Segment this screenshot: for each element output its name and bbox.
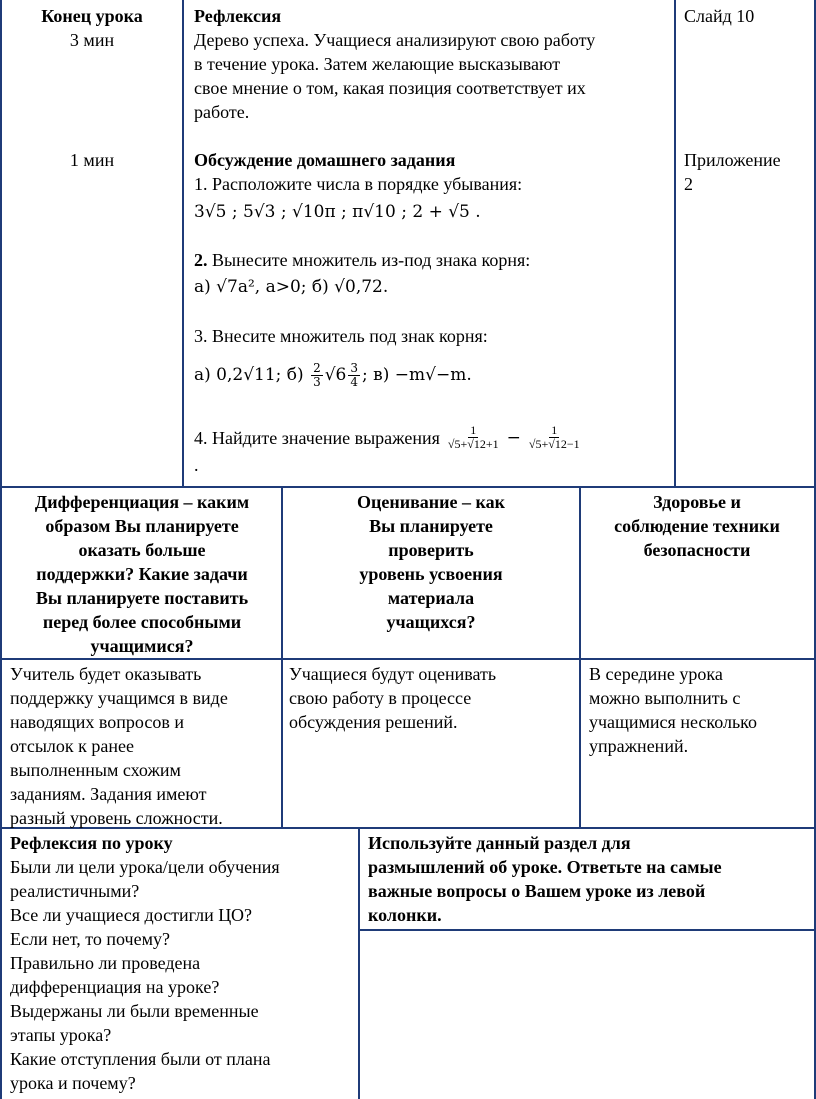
lesson-end-cell bbox=[4, 4, 180, 52]
instruction-line: колонки. bbox=[368, 905, 442, 925]
header-line: оказать больше bbox=[78, 540, 206, 560]
header-line: Здоровье и bbox=[653, 492, 741, 512]
time-1-min-cell bbox=[4, 148, 180, 172]
lesson-reflection-title: Рефлексия по уроку bbox=[10, 833, 173, 853]
health-safety-header bbox=[581, 490, 813, 562]
header-line: Вы планируете поставить bbox=[35, 588, 249, 608]
task-1-math: 3√5 ; 5√3 ; √10π ; π√10 ; 2 + √5 . bbox=[194, 202, 481, 222]
task-3: 3. Внесите множитель под знак корня: bbox=[194, 326, 488, 346]
resources-cell bbox=[684, 4, 812, 28]
assessment-header bbox=[283, 490, 579, 634]
reflection-question: реалистичными? bbox=[10, 881, 140, 901]
time-3-min: 3 мин bbox=[69, 30, 115, 50]
appendix-cell bbox=[684, 148, 812, 196]
reflection-line: Дерево успеха. Учащиеся анализируют свою работу bbox=[194, 30, 596, 50]
header-line: проверить bbox=[388, 540, 474, 560]
row1-col-divider-2 bbox=[674, 0, 676, 486]
reflection-question: Если нет, то почему? bbox=[10, 929, 170, 949]
row2-top-border bbox=[2, 486, 816, 488]
header-line: безопасности bbox=[643, 540, 751, 560]
reflection-question: этапы урока? bbox=[10, 1025, 112, 1045]
reflection-question: Выдержаны ли были временные bbox=[10, 1001, 259, 1021]
instruction-line: Используйте данный раздел для bbox=[368, 833, 631, 853]
appendix-number: 2 bbox=[684, 174, 693, 194]
fraction-3-4: $\frac{3}{4}$ bbox=[350, 361, 359, 389]
reflection-instructions-cell bbox=[368, 831, 812, 927]
task-2-cell bbox=[194, 248, 670, 299]
content-line: свою работу в процессе bbox=[289, 688, 472, 708]
task-4-text: 4. Найдите значение выражения bbox=[194, 427, 440, 448]
content-line: наводящих вопросов и bbox=[10, 712, 184, 732]
reflection-question: Все ли учащиеся достигли ЦО? bbox=[10, 905, 252, 925]
health-safety-content bbox=[589, 662, 811, 758]
task-4-cell bbox=[194, 424, 670, 477]
content-line: учащимися несколько bbox=[589, 712, 758, 732]
header-line: учащимися? bbox=[90, 636, 194, 656]
task-4-fraction-2: $\frac{1}{√5+√12-1}$ bbox=[528, 423, 580, 451]
activities-cell bbox=[194, 4, 670, 124]
header-line: Вы планируете bbox=[369, 516, 493, 536]
content-line: Учащиеся будут оценивать bbox=[289, 664, 497, 684]
header-line: материала bbox=[387, 588, 475, 608]
content-line: Учитель будет оказывать bbox=[10, 664, 202, 684]
lesson-reflection-cell bbox=[10, 831, 356, 1095]
header-line: перед более способными bbox=[42, 612, 242, 632]
homework-title: Обсуждение домашнего задания bbox=[194, 150, 456, 170]
instruction-line: важные вопросы о Вашем уроке из левой bbox=[368, 881, 706, 901]
content-line: можно выполнить с bbox=[589, 688, 741, 708]
time-1-min: 1 мин bbox=[69, 150, 115, 170]
task-4-minus: − bbox=[506, 427, 521, 448]
header-line: соблюдение техники bbox=[614, 516, 780, 536]
reflection-question: Какие отступления были от плана bbox=[10, 1049, 271, 1069]
task-3-math-g: ; в) −m√−m. bbox=[362, 365, 472, 385]
task-2-text: Вынесите множитель из-под знака корня: bbox=[207, 250, 531, 270]
header-line: Дифференциация – каким bbox=[34, 492, 250, 512]
reflection-question: Были ли цели урока/цели обучения bbox=[10, 857, 280, 877]
differentiation-header bbox=[4, 490, 280, 658]
header-line: Оценивание – как bbox=[356, 492, 506, 512]
header-line: учащихся? bbox=[386, 612, 476, 632]
lesson-end-title: Конец урока bbox=[41, 6, 143, 26]
content-line: обсуждения решений. bbox=[289, 712, 458, 732]
task-2-number: 2. bbox=[194, 250, 208, 270]
reflection-notes-area[interactable] bbox=[360, 931, 812, 1097]
instruction-line: размышлений об уроке. Ответьте на самые bbox=[368, 857, 722, 877]
reflection-question: дифференциация на уроке? bbox=[10, 977, 220, 997]
content-line: заданиям. Задания имеют bbox=[10, 784, 207, 804]
reflection-question: Правильно ли проведена bbox=[10, 953, 201, 973]
task-4-fraction-1: $\frac{1}{√5+√12+1}$ bbox=[447, 423, 499, 451]
task-3-math bbox=[194, 362, 670, 389]
task-1: 1. Расположите числа в порядке убывания: bbox=[194, 174, 523, 194]
reflection-line: свое мнение о том, какая позиция соответствует их bbox=[194, 78, 586, 98]
content-line: поддержку учащимся в виде bbox=[10, 688, 228, 708]
content-line: разный уровень сложности. bbox=[10, 808, 223, 828]
content-line: В середине урока bbox=[589, 664, 723, 684]
reflection-title: Рефлексия bbox=[194, 6, 282, 26]
content-line: выполненным схожим bbox=[10, 760, 181, 780]
task-3-cell bbox=[194, 324, 670, 389]
row1-col-divider-1 bbox=[182, 0, 184, 486]
task-4-dot: . bbox=[194, 455, 199, 475]
assessment-content bbox=[289, 662, 577, 734]
header-line: образом Вы планируете bbox=[45, 516, 239, 536]
task-2 bbox=[194, 248, 670, 272]
task-3-math-a: а) 0,2√11; б) bbox=[194, 365, 310, 385]
row3-top-border bbox=[2, 658, 816, 660]
task-4 bbox=[194, 424, 670, 451]
header-line: поддержки? Какие задачи bbox=[36, 564, 248, 584]
slide-label: Слайд 10 bbox=[684, 6, 755, 26]
content-line: отсылок к ранее bbox=[10, 736, 135, 756]
task-2-math: а) √7a², a>0; б) √0,72. bbox=[194, 277, 389, 297]
reflection-line: в течение урока. Затем желающие высказывают bbox=[194, 54, 561, 74]
homework-cell bbox=[194, 148, 670, 224]
reflection-line: работе. bbox=[194, 102, 250, 122]
header-line: уровень усвоения bbox=[359, 564, 503, 584]
differentiation-content bbox=[10, 662, 280, 830]
appendix-label: Приложение bbox=[684, 150, 781, 170]
content-line: упражнений. bbox=[589, 736, 689, 756]
reflection-question: урока и почему? bbox=[10, 1073, 136, 1093]
task-3-math-root: √6 bbox=[324, 365, 347, 385]
fraction-2-3: $\frac{2}{3}$ bbox=[313, 361, 321, 389]
